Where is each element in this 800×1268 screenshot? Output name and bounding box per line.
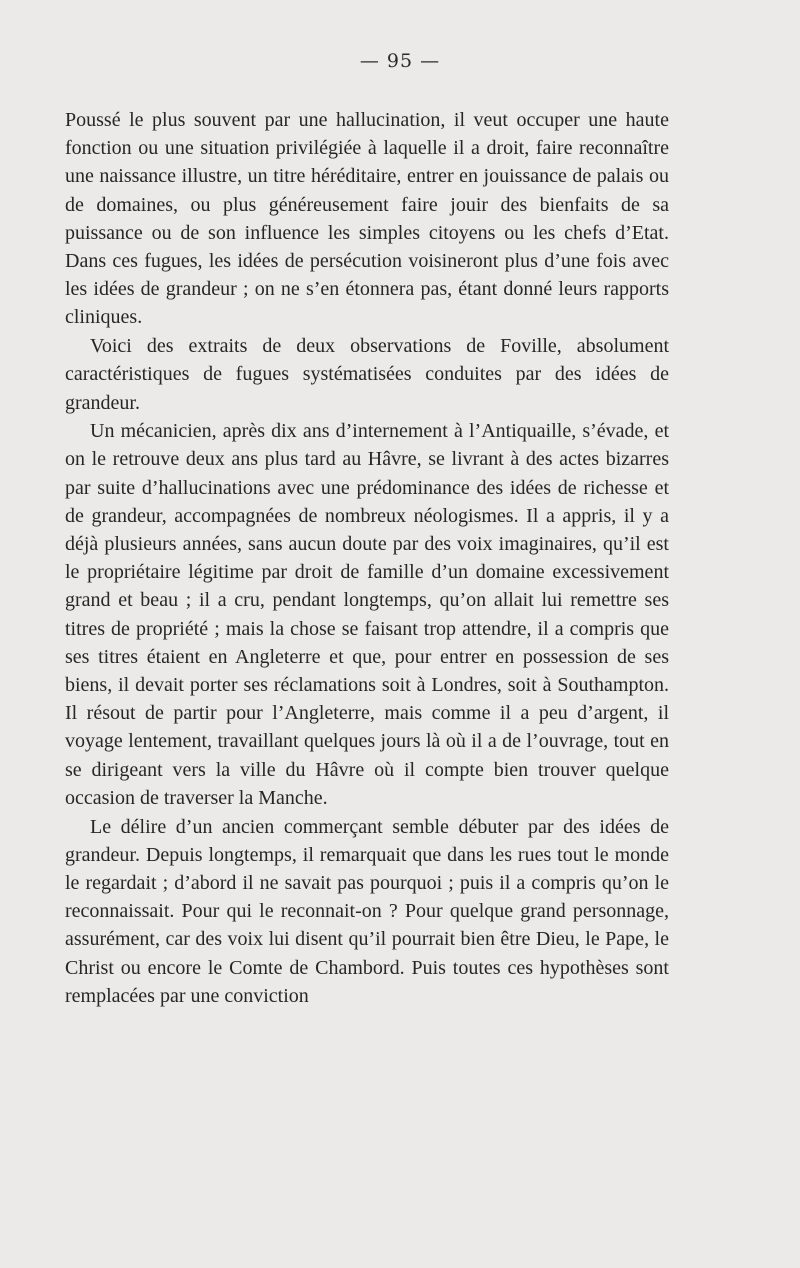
body-text xyxy=(65,106,669,1010)
page-number: — 95 — xyxy=(359,50,441,72)
paragraph: Poussé le plus souvent par une hallucination, il veut occuper une haute fonction ou une situation privilégiée à laquelle il a droit, faire reconnaître une naissance illustre, un titre héréditaire, entrer en jouissance de palais ou de domaines, ou plus généreusement faire jouir des bienfaits de sa puissance ou de son influence les simples citoyens ou les chefs d’Etat. Dans ces fugues, les idées de persécution voisineront plus d’une fois avec les idées de grandeur ; on ne s’en étonnera pas, étant donné leurs rapports cliniques. xyxy=(65,109,669,329)
paragraph: Le délire d’un ancien commerçant semble débuter par des idées de grandeur. Depuis longtemps, il remarquait que dans les rues tout le monde le regardait ; d’abord il ne savait pas pourquoi ; puis il a compris qu’on le reconnaissait. Pour qui le reconnait-on ? Pour quelque grand personnage, assurément, car des voix lui disent qu’il pourrait bien être Dieu, le Pape, le Christ ou encore le Comte de Chambord. Puis toutes ces hypothèses sont remplacées par une conviction xyxy=(65,815,669,1007)
paragraph: Un mécanicien, après dix ans d’internement à l’Antiquaille, s’évade, et on le retrouve deux ans plus tard au Hâvre, se livrant à des actes bizarres par suite d’hallucinations avec une prédominance des idées de richesse et de grandeur, accompagnées de nombreux néologismes. Il a appris, il y a déjà plusieurs années, sans aucun doute par des voix imaginaires, qu’il est le propriétaire légitime par droit de famille d’un domaine excessivement grand et beau ; il a cru, pendant longtemps, qu’on allait lui remettre ses titres de propriété ; mais la chose se faisant trop attendre, il a compris que ses titres étaient en Angleterre et que, pour entrer en possession de ses biens, il devait porter ses réclamations soit à Londres, soit à Southampton. Il résout de partir pour l’Angleterre, mais comme il a peu d’argent, il voyage lentement, travaillant quelques jours là où il a de l’ouvrage, tout en se dirigeant vers la ville du Hâvre où il compte bien trouver quelque occasion de traverser la Manche. xyxy=(65,420,669,809)
paragraph: Voici des extraits de deux observations de Foville, absolument caractéristiques de fugues systématisées conduites par des idées de grandeur. xyxy=(65,335,669,414)
